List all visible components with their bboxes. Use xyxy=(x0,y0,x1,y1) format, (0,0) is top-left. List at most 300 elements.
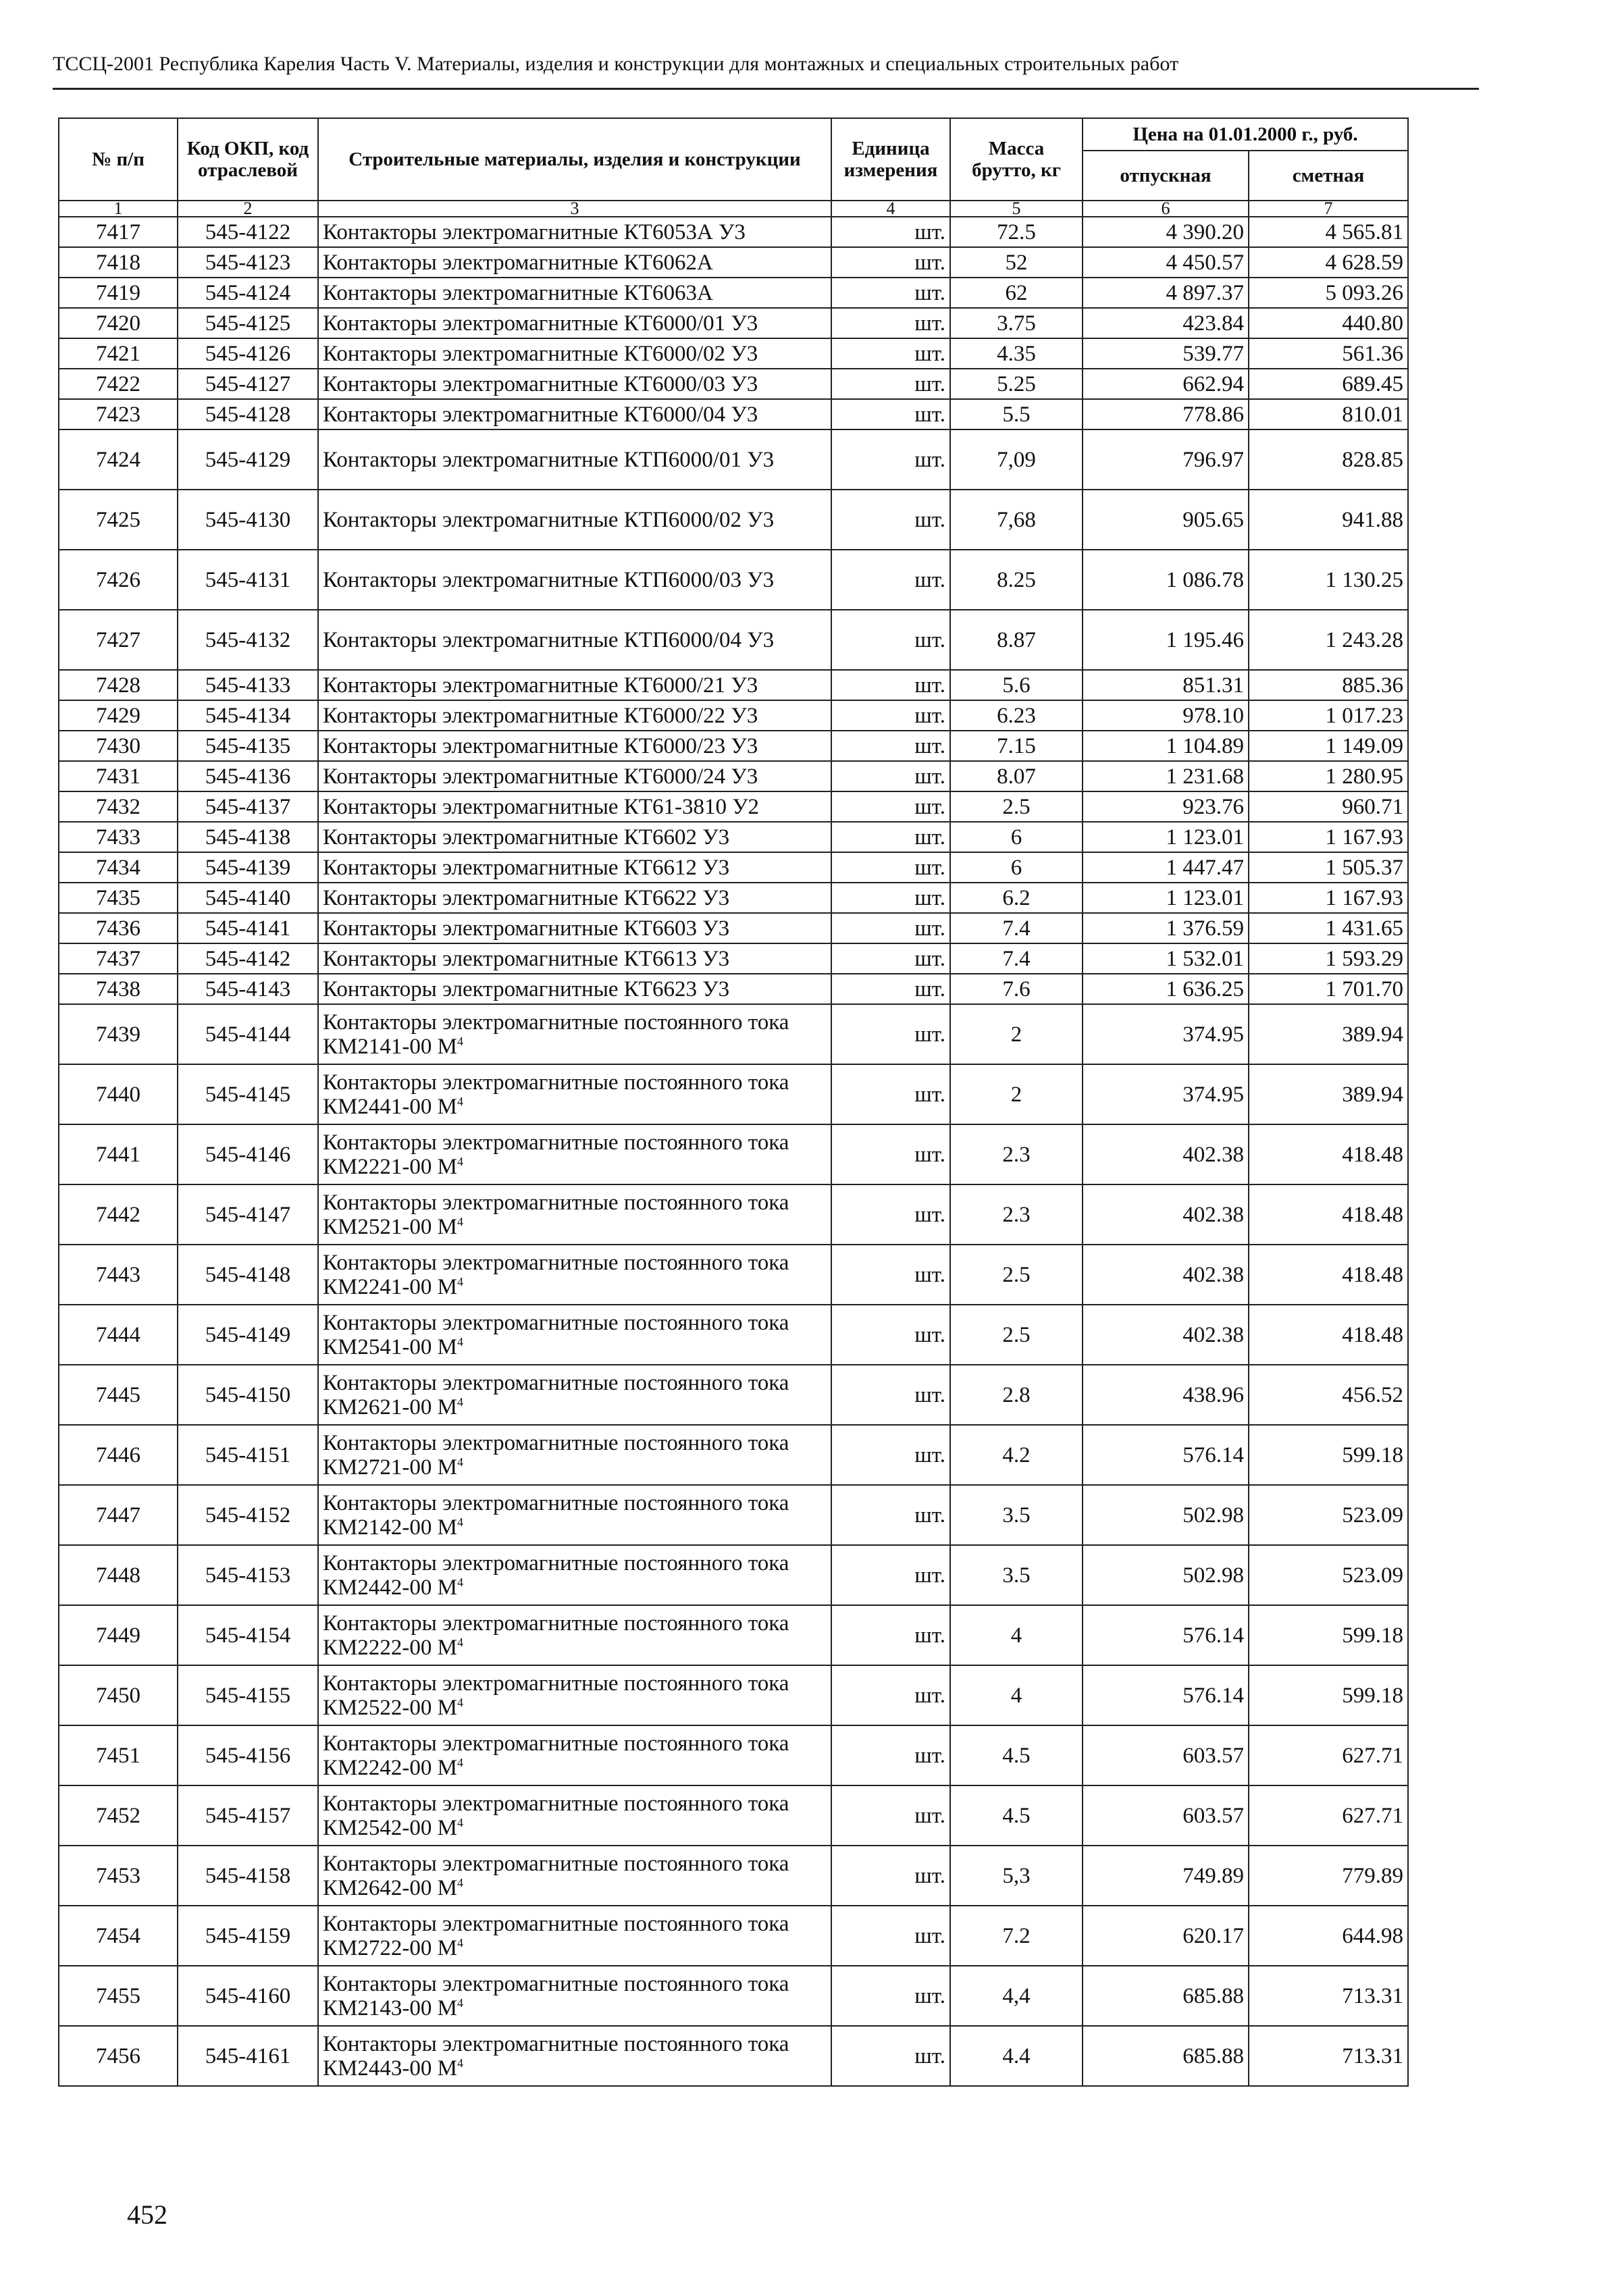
cell-unit: шт. xyxy=(831,670,950,700)
cell-unit: шт. xyxy=(831,217,950,247)
cell-mass: 2.5 xyxy=(950,791,1083,822)
item-name-text: Контакторы электромагнитные КТ6612 У3 xyxy=(323,855,730,880)
cell-num: 7436 xyxy=(59,913,178,943)
item-name-text: Контакторы электромагнитные постоянного тока КМ2441-00 М xyxy=(323,1070,789,1119)
cell-num: 7418 xyxy=(59,247,178,278)
item-name-text: Контакторы электромагнитные КТ6000/02 У3 xyxy=(323,341,758,366)
table-row xyxy=(59,1305,1408,1365)
cell-code: 545-4140 xyxy=(178,883,318,913)
cell-mass: 7,68 xyxy=(950,490,1083,550)
item-name-text: Контакторы электромагнитные КТ61-3810 У2 xyxy=(323,794,760,819)
cell-price-estimate: 941.88 xyxy=(1249,490,1408,550)
cell-code: 545-4129 xyxy=(178,429,318,490)
cell-mass: 2.5 xyxy=(950,1305,1083,1365)
cell-price-release: 978.10 xyxy=(1083,700,1249,731)
item-name-text: Контакторы электромагнитные КТП6000/01 У3 xyxy=(323,447,775,472)
superscript: 4 xyxy=(457,1455,463,1469)
column-number: 1 xyxy=(59,201,178,217)
table-row xyxy=(59,974,1408,1004)
cell-code: 545-4124 xyxy=(178,278,318,308)
cell-unit: шт. xyxy=(831,731,950,761)
item-name-text: Контакторы электромагнитные КТ6623 У3 xyxy=(323,976,730,1001)
table-row xyxy=(59,399,1408,429)
cell-price-estimate: 389.94 xyxy=(1249,1064,1408,1124)
cell-price-estimate: 810.01 xyxy=(1249,399,1408,429)
cell-unit: шт. xyxy=(831,1906,950,1966)
table-row xyxy=(59,700,1408,731)
cell-unit: шт. xyxy=(831,852,950,883)
cell-price-release: 749.89 xyxy=(1083,1846,1249,1906)
item-name-text: Контакторы электромагнитные КТ6000/21 У3 xyxy=(323,673,758,698)
cell-unit: шт. xyxy=(831,883,950,913)
item-name-text: Контакторы электромагнитные КТ6613 У3 xyxy=(323,946,730,971)
item-name-text: Контакторы электромагнитные постоянного тока КМ2242-00 М xyxy=(323,1731,789,1780)
cell-price-estimate: 389.94 xyxy=(1249,1004,1408,1064)
cell-unit: шт. xyxy=(831,1665,950,1725)
table-row xyxy=(59,1906,1408,1966)
cell-mass: 7.6 xyxy=(950,974,1083,1004)
item-name-text: Контакторы электромагнитные постоянного тока КМ2542-00 М xyxy=(323,1791,789,1840)
cell-mass: 4.4 xyxy=(950,2026,1083,2086)
cell-code: 545-4125 xyxy=(178,308,318,338)
item-name-text: Контакторы электромагнитные КТ6000/22 У3 xyxy=(323,703,758,728)
table-row xyxy=(59,2026,1408,2086)
cell-price-estimate: 1 593.29 xyxy=(1249,943,1408,974)
cell-name xyxy=(318,217,831,247)
cell-price-release: 539.77 xyxy=(1083,338,1249,369)
column-number: 5 xyxy=(950,201,1083,217)
superscript: 4 xyxy=(457,1575,463,1589)
cell-price-release: 502.98 xyxy=(1083,1485,1249,1545)
cell-mass: 7,09 xyxy=(950,429,1083,490)
cell-num: 7417 xyxy=(59,217,178,247)
cell-price-estimate: 4 565.81 xyxy=(1249,217,1408,247)
cell-price-estimate: 1 017.23 xyxy=(1249,700,1408,731)
table-row xyxy=(59,731,1408,761)
cell-code: 545-4155 xyxy=(178,1665,318,1725)
item-name-text: Контакторы электромагнитные постоянного тока КМ2443-00 М xyxy=(323,2031,789,2081)
header-price-estimate: сметная xyxy=(1249,151,1408,201)
cell-name xyxy=(318,1245,831,1305)
cell-price-estimate: 828.85 xyxy=(1249,429,1408,490)
cell-price-release: 662.94 xyxy=(1083,369,1249,399)
superscript: 4 xyxy=(457,1875,463,1889)
cell-unit: шт. xyxy=(831,1485,950,1545)
cell-name xyxy=(318,761,831,791)
cell-name xyxy=(318,1605,831,1665)
cell-unit: шт. xyxy=(831,1785,950,1846)
cell-mass: 7.2 xyxy=(950,1906,1083,1966)
item-name-text: Контакторы электромагнитные постоянного тока КМ2642-00 М xyxy=(323,1851,789,1900)
cell-price-release: 1 636.25 xyxy=(1083,974,1249,1004)
cell-unit: шт. xyxy=(831,791,950,822)
item-name-text: Контакторы электромагнитные КТ6062А xyxy=(323,250,713,275)
cell-mass: 2.3 xyxy=(950,1124,1083,1184)
column-number: 6 xyxy=(1083,201,1249,217)
cell-price-estimate: 523.09 xyxy=(1249,1485,1408,1545)
cell-code: 545-4156 xyxy=(178,1725,318,1785)
cell-name xyxy=(318,369,831,399)
cell-name xyxy=(318,1665,831,1725)
superscript: 4 xyxy=(457,1034,463,1048)
cell-mass: 5.25 xyxy=(950,369,1083,399)
cell-price-release: 402.38 xyxy=(1083,1245,1249,1305)
table-row xyxy=(59,1846,1408,1906)
header-name: Строительные материалы, изделия и конструкции xyxy=(318,118,831,201)
cell-num: 7424 xyxy=(59,429,178,490)
item-name-text: Контакторы электромагнитные постоянного тока КМ2221-00 М xyxy=(323,1130,789,1179)
item-name-text: Контакторы электромагнитные постоянного тока КМ2222-00 М xyxy=(323,1611,789,1660)
cell-num: 7451 xyxy=(59,1725,178,1785)
cell-name xyxy=(318,913,831,943)
cell-num: 7422 xyxy=(59,369,178,399)
cell-num: 7445 xyxy=(59,1365,178,1425)
cell-mass: 8.25 xyxy=(950,550,1083,610)
cell-price-estimate: 1 167.93 xyxy=(1249,883,1408,913)
item-name-text: Контакторы электромагнитные КТ6000/01 У3 xyxy=(323,311,758,336)
item-name-text: Контакторы электромагнитные КТ6000/23 У3 xyxy=(323,733,758,758)
column-number-row xyxy=(59,201,1408,217)
cell-num: 7428 xyxy=(59,670,178,700)
cell-unit: шт. xyxy=(831,369,950,399)
item-name-text: Контакторы электромагнитные постоянного тока КМ2721-00 М xyxy=(323,1430,789,1480)
table-row xyxy=(59,610,1408,670)
cell-mass: 8.87 xyxy=(950,610,1083,670)
cell-price-estimate: 713.31 xyxy=(1249,1966,1408,2026)
cell-price-release: 4 897.37 xyxy=(1083,278,1249,308)
cell-unit: шт. xyxy=(831,490,950,550)
cell-code: 545-4154 xyxy=(178,1605,318,1665)
table-row xyxy=(59,308,1408,338)
cell-price-release: 796.97 xyxy=(1083,429,1249,490)
superscript: 4 xyxy=(457,1334,463,1349)
item-name-text: Контакторы электромагнитные постоянного тока КМ2722-00 М xyxy=(323,1911,789,1960)
cell-code: 545-4138 xyxy=(178,822,318,852)
table-row xyxy=(59,670,1408,700)
cell-num: 7449 xyxy=(59,1605,178,1665)
page-number: 452 xyxy=(127,2199,167,2230)
cell-unit: шт. xyxy=(831,399,950,429)
cell-code: 545-4151 xyxy=(178,1425,318,1485)
cell-mass: 4 xyxy=(950,1605,1083,1665)
cell-name xyxy=(318,1785,831,1846)
cell-code: 545-4150 xyxy=(178,1365,318,1425)
item-name-text: Контакторы электромагнитные КТ6000/03 У3 xyxy=(323,371,758,396)
cell-num: 7456 xyxy=(59,2026,178,2086)
cell-mass: 4.2 xyxy=(950,1425,1083,1485)
cell-unit: шт. xyxy=(831,1605,950,1665)
cell-num: 7446 xyxy=(59,1425,178,1485)
cell-name xyxy=(318,822,831,852)
superscript: 4 xyxy=(457,1515,463,1529)
cell-price-release: 685.88 xyxy=(1083,2026,1249,2086)
column-number: 3 xyxy=(318,201,831,217)
cell-mass: 4.35 xyxy=(950,338,1083,369)
item-name-text: Контакторы электромагнитные КТ6063А xyxy=(323,280,713,305)
item-name-text: Контакторы электромагнитные КТ6622 У3 xyxy=(323,885,730,910)
cell-mass: 3.75 xyxy=(950,308,1083,338)
superscript: 4 xyxy=(457,1094,463,1108)
cell-name xyxy=(318,1906,831,1966)
cell-num: 7453 xyxy=(59,1846,178,1906)
cell-unit: шт. xyxy=(831,974,950,1004)
cell-mass: 2.3 xyxy=(950,1184,1083,1245)
item-name-text: Контакторы электромагнитные КТ6602 У3 xyxy=(323,825,730,850)
cell-num: 7454 xyxy=(59,1906,178,1966)
cell-name xyxy=(318,1184,831,1245)
cell-name xyxy=(318,791,831,822)
cell-price-release: 1 532.01 xyxy=(1083,943,1249,974)
cell-name xyxy=(318,399,831,429)
cell-price-release: 1 123.01 xyxy=(1083,822,1249,852)
table-row xyxy=(59,1425,1408,1485)
table-row xyxy=(59,1605,1408,1665)
cell-num: 7447 xyxy=(59,1485,178,1545)
cell-num: 7426 xyxy=(59,550,178,610)
cell-mass: 4 xyxy=(950,1665,1083,1725)
cell-code: 545-4142 xyxy=(178,943,318,974)
cell-price-estimate: 1 167.93 xyxy=(1249,822,1408,852)
table-row xyxy=(59,791,1408,822)
table-row xyxy=(59,1184,1408,1245)
cell-name xyxy=(318,429,831,490)
cell-code: 545-4132 xyxy=(178,610,318,670)
cell-name xyxy=(318,1004,831,1064)
cell-price-release: 402.38 xyxy=(1083,1124,1249,1184)
table-row xyxy=(59,822,1408,852)
item-name-text: Контакторы электромагнитные постоянного тока КМ2442-00 М xyxy=(323,1550,789,1600)
cell-unit: шт. xyxy=(831,308,950,338)
cell-num: 7450 xyxy=(59,1665,178,1725)
table-row xyxy=(59,278,1408,308)
cell-unit: шт. xyxy=(831,2026,950,2086)
cell-num: 7430 xyxy=(59,731,178,761)
table-header xyxy=(59,118,1408,201)
cell-price-release: 402.38 xyxy=(1083,1305,1249,1365)
table-row xyxy=(59,1004,1408,1064)
cell-price-estimate: 627.71 xyxy=(1249,1785,1408,1846)
cell-mass: 3.5 xyxy=(950,1485,1083,1545)
cell-unit: шт. xyxy=(831,1004,950,1064)
header-price-release: отпускная xyxy=(1083,151,1249,201)
cell-price-estimate: 1 149.09 xyxy=(1249,731,1408,761)
cell-mass: 72.5 xyxy=(950,217,1083,247)
table-row xyxy=(59,761,1408,791)
superscript: 4 xyxy=(457,1995,463,2010)
cell-price-release: 4 390.20 xyxy=(1083,217,1249,247)
cell-unit: шт. xyxy=(831,1184,950,1245)
table-row xyxy=(59,852,1408,883)
cell-mass: 4,4 xyxy=(950,1966,1083,2026)
cell-unit: шт. xyxy=(831,429,950,490)
cell-num: 7455 xyxy=(59,1966,178,2026)
cell-num: 7420 xyxy=(59,308,178,338)
cell-code: 545-4157 xyxy=(178,1785,318,1846)
cell-name xyxy=(318,670,831,700)
cell-code: 545-4145 xyxy=(178,1064,318,1124)
cell-price-release: 1 086.78 xyxy=(1083,550,1249,610)
item-name-text: Контакторы электромагнитные КТ6603 У3 xyxy=(323,916,730,941)
cell-price-release: 603.57 xyxy=(1083,1785,1249,1846)
superscript: 4 xyxy=(457,2056,463,2070)
table-row xyxy=(59,338,1408,369)
header-price-group: Цена на 01.01.2000 г., руб. xyxy=(1083,118,1408,151)
cell-name xyxy=(318,1485,831,1545)
cell-code: 545-4146 xyxy=(178,1124,318,1184)
header-mass: Масса брутто, кг xyxy=(950,118,1083,201)
table-row xyxy=(59,913,1408,943)
cell-code: 545-4133 xyxy=(178,670,318,700)
table-row xyxy=(59,247,1408,278)
cell-code: 545-4148 xyxy=(178,1245,318,1305)
superscript: 4 xyxy=(457,1815,463,1829)
cell-num: 7441 xyxy=(59,1124,178,1184)
price-table xyxy=(58,118,1409,2087)
table-row xyxy=(59,369,1408,399)
cell-code: 545-4126 xyxy=(178,338,318,369)
superscript: 4 xyxy=(457,1274,463,1288)
column-number: 7 xyxy=(1249,201,1408,217)
cell-unit: шт. xyxy=(831,610,950,670)
cell-price-estimate: 418.48 xyxy=(1249,1305,1408,1365)
cell-price-release: 923.76 xyxy=(1083,791,1249,822)
cell-price-release: 4 450.57 xyxy=(1083,247,1249,278)
cell-price-release: 851.31 xyxy=(1083,670,1249,700)
cell-code: 545-4143 xyxy=(178,974,318,1004)
cell-unit: шт. xyxy=(831,913,950,943)
cell-code: 545-4147 xyxy=(178,1184,318,1245)
cell-price-estimate: 5 093.26 xyxy=(1249,278,1408,308)
cell-num: 7429 xyxy=(59,700,178,731)
item-name-text: Контакторы электромагнитные постоянного тока КМ2241-00 М xyxy=(323,1250,789,1299)
table-row xyxy=(59,1365,1408,1425)
cell-name xyxy=(318,247,831,278)
cell-unit: шт. xyxy=(831,1425,950,1485)
cell-num: 7431 xyxy=(59,761,178,791)
cell-num: 7438 xyxy=(59,974,178,1004)
cell-price-release: 1 376.59 xyxy=(1083,913,1249,943)
item-name-text: Контакторы электромагнитные постоянного тока КМ2142-00 М xyxy=(323,1490,789,1540)
cell-price-estimate: 1 505.37 xyxy=(1249,852,1408,883)
cell-mass: 8.07 xyxy=(950,761,1083,791)
cell-code: 545-4158 xyxy=(178,1846,318,1906)
table-row xyxy=(59,883,1408,913)
cell-price-release: 402.38 xyxy=(1083,1184,1249,1245)
item-name-text: Контакторы электромагнитные КТП6000/04 У3 xyxy=(323,627,775,652)
cell-name xyxy=(318,974,831,1004)
cell-name xyxy=(318,610,831,670)
superscript: 4 xyxy=(457,1635,463,1649)
cell-num: 7435 xyxy=(59,883,178,913)
cell-code: 545-4136 xyxy=(178,761,318,791)
cell-price-estimate: 599.18 xyxy=(1249,1665,1408,1725)
cell-price-release: 374.95 xyxy=(1083,1064,1249,1124)
cell-mass: 6.23 xyxy=(950,700,1083,731)
cell-price-release: 620.17 xyxy=(1083,1906,1249,1966)
superscript: 4 xyxy=(457,1935,463,1950)
cell-mass: 6.2 xyxy=(950,883,1083,913)
cell-price-release: 374.95 xyxy=(1083,1004,1249,1064)
cell-unit: шт. xyxy=(831,700,950,731)
cell-price-estimate: 627.71 xyxy=(1249,1725,1408,1785)
cell-num: 7423 xyxy=(59,399,178,429)
cell-name xyxy=(318,1725,831,1785)
cell-num: 7437 xyxy=(59,943,178,974)
cell-code: 545-4137 xyxy=(178,791,318,822)
cell-unit: шт. xyxy=(831,247,950,278)
item-name-text: Контакторы электромагнитные постоянного тока КМ2141-00 М xyxy=(323,1010,789,1059)
cell-num: 7432 xyxy=(59,791,178,822)
cell-price-estimate: 418.48 xyxy=(1249,1245,1408,1305)
cell-unit: шт. xyxy=(831,278,950,308)
cell-num: 7448 xyxy=(59,1545,178,1605)
cell-code: 545-4161 xyxy=(178,2026,318,2086)
cell-name xyxy=(318,490,831,550)
item-name-text: Контакторы электромагнитные постоянного тока КМ2521-00 М xyxy=(323,1190,789,1239)
cell-name xyxy=(318,1545,831,1605)
superscript: 4 xyxy=(457,1755,463,1769)
table-row xyxy=(59,1785,1408,1846)
cell-mass: 5.5 xyxy=(950,399,1083,429)
cell-unit: шт. xyxy=(831,1245,950,1305)
cell-code: 545-4135 xyxy=(178,731,318,761)
cell-price-estimate: 779.89 xyxy=(1249,1846,1408,1906)
cell-price-estimate: 418.48 xyxy=(1249,1184,1408,1245)
table-row xyxy=(59,429,1408,490)
cell-unit: шт. xyxy=(831,1846,950,1906)
cell-price-estimate: 456.52 xyxy=(1249,1365,1408,1425)
cell-num: 7421 xyxy=(59,338,178,369)
cell-unit: шт. xyxy=(831,1966,950,2026)
cell-name xyxy=(318,1365,831,1425)
cell-price-estimate: 1 280.95 xyxy=(1249,761,1408,791)
page-header-title: ТССЦ-2001 Республика Карелия Часть V. Материалы, изделия и конструкции для монтажных и специальных строительных работ xyxy=(53,53,1179,75)
table-row xyxy=(59,1545,1408,1605)
header-num: № п/п xyxy=(59,118,178,201)
cell-name xyxy=(318,943,831,974)
item-name-text: Контакторы электромагнитные постоянного тока КМ2143-00 М xyxy=(323,1971,789,2020)
table-row xyxy=(59,943,1408,974)
cell-price-estimate: 599.18 xyxy=(1249,1605,1408,1665)
cell-num: 7427 xyxy=(59,610,178,670)
cell-price-release: 1 195.46 xyxy=(1083,610,1249,670)
cell-price-release: 576.14 xyxy=(1083,1605,1249,1665)
cell-mass: 52 xyxy=(950,247,1083,278)
table-row xyxy=(59,1665,1408,1725)
cell-price-estimate: 418.48 xyxy=(1249,1124,1408,1184)
table-row xyxy=(59,1966,1408,2026)
cell-price-release: 423.84 xyxy=(1083,308,1249,338)
cell-code: 545-4134 xyxy=(178,700,318,731)
cell-name xyxy=(318,308,831,338)
cell-price-estimate: 960.71 xyxy=(1249,791,1408,822)
table-row xyxy=(59,1725,1408,1785)
cell-mass: 2.8 xyxy=(950,1365,1083,1425)
cell-code: 545-4149 xyxy=(178,1305,318,1365)
cell-code: 545-4128 xyxy=(178,399,318,429)
cell-mass: 4.5 xyxy=(950,1725,1083,1785)
cell-mass: 7.4 xyxy=(950,913,1083,943)
item-name-text: Контакторы электромагнитные постоянного тока КМ2541-00 М xyxy=(323,1310,789,1359)
cell-mass: 62 xyxy=(950,278,1083,308)
table-row xyxy=(59,1124,1408,1184)
cell-price-estimate: 599.18 xyxy=(1249,1425,1408,1485)
table-body xyxy=(59,201,1408,2086)
cell-price-release: 438.96 xyxy=(1083,1365,1249,1425)
cell-unit: шт. xyxy=(831,761,950,791)
cell-num: 7442 xyxy=(59,1184,178,1245)
table-row xyxy=(59,1064,1408,1124)
